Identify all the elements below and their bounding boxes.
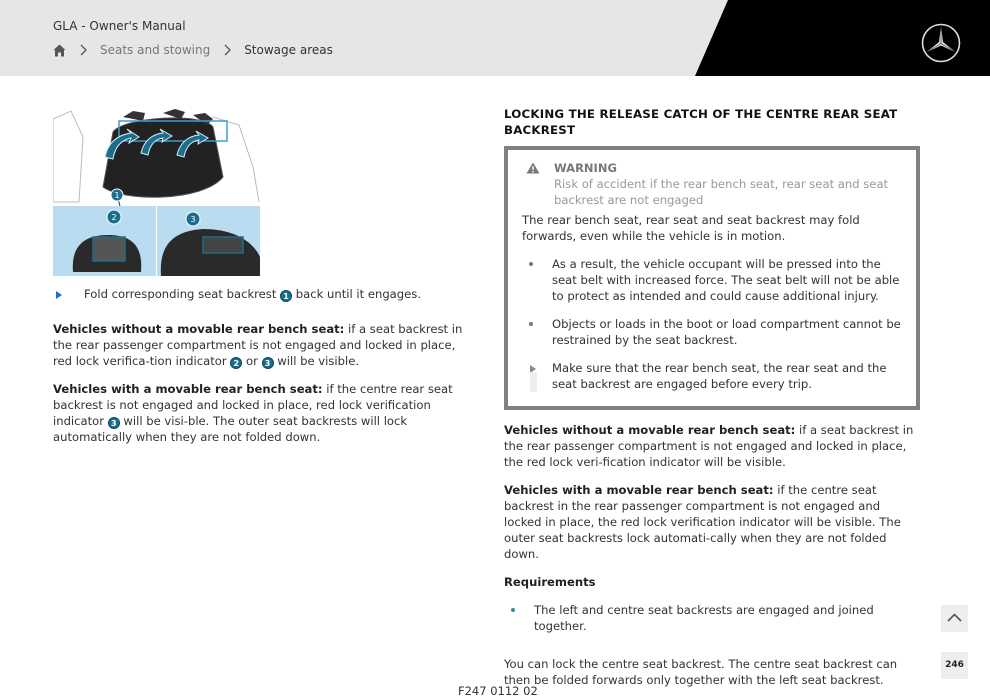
breadcrumb — [53, 42, 333, 58]
or-text: or — [246, 354, 258, 368]
step-arrow-icon — [56, 291, 62, 299]
paragraph-with-movable — [53, 381, 464, 445]
section-title: LOCKING THE RELEASE CATCH OF THE CENTRE REAR SEAT BACKREST — [504, 107, 898, 137]
warning-subtitle: Risk of accident if the rear bench seat, rear seat and seat backrest are not engaged — [554, 177, 889, 207]
paragraph-text: if a seat backrest in the rear passenger compartment is not engaged and locked in place, the red lock veri-fication indicator will be visible. — [504, 423, 914, 469]
callout-2: 2 — [111, 213, 117, 222]
paragraph-heading: Vehicles with a movable rear bench seat: — [53, 382, 323, 396]
paragraph-heading: Vehicles without a movable rear bench seat: — [504, 423, 796, 437]
bullet-text: As a result, the vehicle occupant will be pressed into the seat belt with increased force. The seat belt will not be able to protect as intended and could cause additional injury. — [552, 257, 900, 303]
scroll-up-button[interactable] — [941, 605, 968, 632]
warning-text: The rear bench seat, rear seat and seat backrest may fold forwards, even while the vehicle is in motion. — [522, 213, 860, 243]
warning-triangle-icon — [526, 162, 540, 174]
paragraph-text: if the centre seat backrest in the rear passenger compartment is not engaged and locked in place, the red lock verification indicator will be visible. The outer seat backrests lock automati-cally when they are not folded down. — [504, 483, 901, 561]
closing-paragraph: You can lock the centre seat backrest. The centre seat backrest can then be folded forwards only together with the left seat backrest. — [504, 657, 898, 687]
paragraph-heading: Vehicles without a movable rear bench seat: — [53, 322, 345, 336]
warning-step — [522, 360, 902, 392]
bullet-dot — [511, 608, 515, 612]
list-item — [522, 316, 902, 348]
right-column — [504, 106, 920, 700]
breadcrumb-item-seats[interactable]: Seats and stowing — [100, 43, 211, 57]
breadcrumb-item-stowage: Stowage areas — [244, 43, 333, 57]
callout-1: 1 — [114, 191, 120, 200]
rear-seat-illustration — [53, 107, 260, 276]
manual-title: GLA - Owner's Manual — [53, 19, 186, 33]
warning-step-text: Make sure that the rear bench seat, the rear seat and the seat backrest are engaged before every trip. — [552, 361, 887, 391]
bullet-dot — [529, 262, 533, 266]
left-column — [53, 286, 464, 457]
paragraph-without-movable — [504, 422, 920, 470]
paragraph-text: will be visi-ble. The outer seat backrests will lock automatically when they are not folded down. — [53, 414, 408, 444]
page-number: 246 — [941, 652, 968, 679]
callout-3: 3 — [190, 215, 196, 224]
callout-badge: 3 — [108, 417, 120, 429]
chevron-right-icon — [222, 44, 232, 56]
warning-box — [504, 146, 920, 410]
instruction-step — [53, 286, 464, 302]
chevron-right-icon — [78, 44, 88, 56]
callout-badge: 1 — [280, 290, 292, 302]
paragraph-text: will be visible. — [277, 354, 360, 368]
paragraph-heading: Vehicles with a movable rear bench seat: — [504, 483, 774, 497]
step-bar — [530, 372, 537, 392]
figure-code: F247 0112 02 — [458, 684, 538, 698]
warning-label: WARNING — [554, 161, 617, 175]
chevron-up-icon — [941, 605, 968, 632]
callout-badge: 3 — [262, 357, 274, 369]
paragraph-without-movable — [53, 321, 464, 369]
list-item — [504, 602, 920, 634]
header-bar — [0, 0, 990, 76]
step-text-before: Fold corresponding seat backrest — [84, 287, 277, 301]
warning-header — [522, 160, 902, 208]
callout-badge: 2 — [230, 357, 242, 369]
paragraph-text: if a seat backrest in the rear passenger compartment is not engaged and locked in place, red lock verifica-tion indicator — [53, 322, 463, 368]
requirement-text: The left and centre seat backrests are engaged and joined together. — [534, 603, 874, 633]
paragraph-with-movable — [504, 482, 920, 562]
paragraph-text: if the centre rear seat backrest is not engaged and locked in place, red lock verification indicator — [53, 382, 453, 428]
home-icon[interactable] — [53, 44, 66, 57]
bullet-text: Objects or loads in the boot or load compartment cannot be restrained by the seat backrest. — [552, 317, 901, 347]
mercedes-star-logo — [920, 22, 962, 64]
step-text-after: back until it engages. — [295, 287, 422, 301]
requirements-title: Requirements — [504, 575, 596, 589]
list-item — [522, 256, 902, 304]
bullet-dot — [529, 322, 533, 326]
